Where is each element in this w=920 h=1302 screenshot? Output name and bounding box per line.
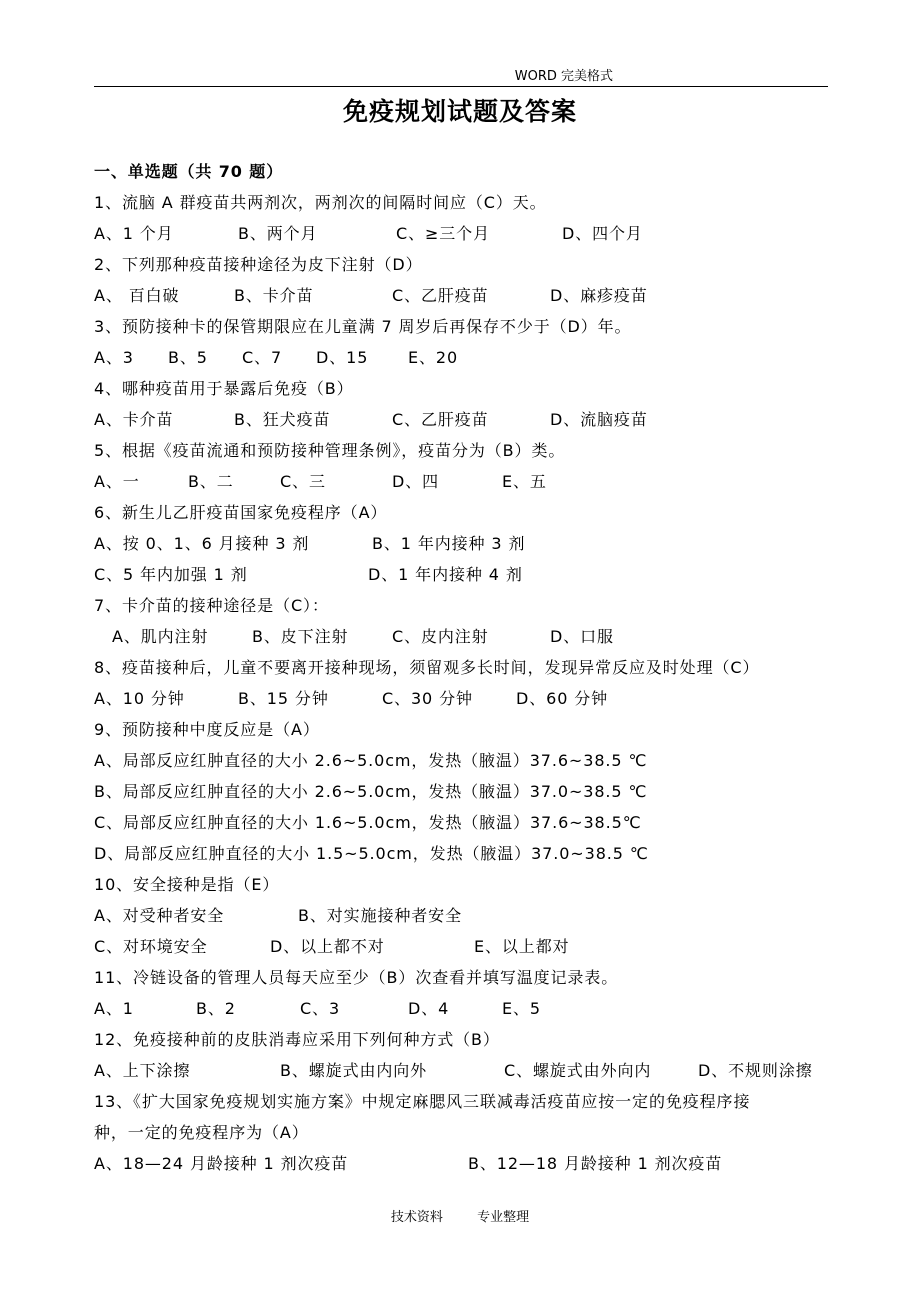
- option: D、1 年内接种 4 剂: [368, 565, 523, 584]
- option: D、不规则涂擦: [698, 1061, 813, 1080]
- option: D、口服: [550, 627, 614, 646]
- question-2: 2、下列那种疫苗接种途径为皮下注射（D）: [94, 255, 423, 274]
- option: C、3: [300, 999, 341, 1018]
- question-12: 12、免疫接种前的皮肤消毒应采用下列何种方式（B）: [94, 1030, 500, 1049]
- option: D、以上都不对: [270, 937, 385, 956]
- question-13-cont: 种，一定的免疫程序为（A）: [94, 1123, 309, 1142]
- option: A、一: [94, 472, 140, 491]
- question-9: 9、预防接种中度反应是（A）: [94, 720, 320, 739]
- document-title: 免疫规划试题及答案: [342, 97, 577, 126]
- option: B、15 分钟: [238, 689, 329, 708]
- option: C、乙肝疫苗: [392, 286, 489, 305]
- option: A、18—24 月龄接种 1 剂次疫苗: [94, 1154, 349, 1173]
- option: A、局部反应红肿直径的大小 2.6~5.0cm，发热（腋温）37.6~38.5 ℃: [94, 751, 648, 770]
- option: E、5: [502, 999, 541, 1018]
- option: B、卡介苗: [234, 286, 314, 305]
- option: C、30 分钟: [382, 689, 473, 708]
- option: A、 百白破: [94, 286, 180, 305]
- option: D、四: [392, 472, 440, 491]
- option: C、三: [280, 472, 326, 491]
- option: B、1 年内接种 3 剂: [372, 534, 526, 553]
- question-10: 10、安全接种是指（E）: [94, 875, 280, 894]
- option: B、12—18 月龄接种 1 剂次疫苗: [468, 1154, 723, 1173]
- section-heading: 一、单选题（共 70 题）: [94, 162, 284, 181]
- option: D、四个月: [562, 224, 643, 243]
- option: A、上下涂擦: [94, 1061, 191, 1080]
- option: C、5 年内加强 1 剂: [94, 565, 248, 584]
- option: A、10 分钟: [94, 689, 185, 708]
- option: A、肌内注射: [112, 627, 209, 646]
- options-row: [94, 280, 834, 311]
- question-5: 5、根据《疫苗流通和预防接种管理条例》，疫苗分为（B）类。: [94, 441, 566, 460]
- option: A、1 个月: [94, 224, 174, 243]
- options-row: [94, 528, 834, 559]
- option: C、对环境安全: [94, 937, 208, 956]
- question-11: 11、冷链设备的管理人员每天应至少（B）次查看并填写温度记录表。: [94, 968, 619, 987]
- option: C、乙肝疫苗: [392, 410, 489, 429]
- option: B、局部反应红肿直径的大小 2.6~5.0cm，发热（腋温）37.0~38.5 ℃: [94, 782, 648, 801]
- option: C、皮内注射: [392, 627, 489, 646]
- option: D、流脑疫苗: [550, 410, 648, 429]
- options-row: [94, 1055, 834, 1086]
- options-row: [94, 342, 834, 373]
- options-row: [94, 404, 834, 435]
- option: C、局部反应红肿直径的大小 1.6~5.0cm，发热（腋温）37.6~38.5℃: [94, 813, 642, 832]
- option: C、≥三个月: [396, 224, 490, 243]
- option: E、以上都对: [474, 937, 570, 956]
- options-row: [94, 931, 834, 962]
- page-footer: [0, 1206, 920, 1225]
- page-header: [94, 64, 828, 87]
- option: E、20: [408, 348, 459, 367]
- option: D、麻疹疫苗: [550, 286, 648, 305]
- question-4: 4、哪种疫苗用于暴露后免疫（B）: [94, 379, 354, 398]
- footer-right: 专业整理: [477, 1210, 530, 1225]
- options-row: [94, 621, 834, 652]
- option: D、4: [408, 999, 450, 1018]
- question-3: 3、预防接种卡的保管期限应在儿童满 7 周岁后再保存不少于（D）年。: [94, 317, 632, 336]
- question-8: 8、疫苗接种后，儿童不要离开接种现场，须留观多长时间，发现异常反应及时处理（C）: [94, 658, 760, 677]
- options-row: [94, 559, 834, 590]
- header-text: WORD 完美格式: [514, 69, 613, 84]
- option: E、五: [502, 472, 547, 491]
- option: D、60 分钟: [516, 689, 609, 708]
- option: A、对受种者安全: [94, 906, 225, 925]
- option: B、狂犬疫苗: [234, 410, 331, 429]
- question-7: 7、卡介苗的接种途径是（C）：: [94, 596, 329, 615]
- option: B、5: [168, 348, 208, 367]
- option: D、局部反应红肿直径的大小 1.5~5.0cm，发热（腋温）37.0~38.5 ℃: [94, 844, 649, 863]
- options-row: [94, 683, 834, 714]
- option: B、两个月: [238, 224, 318, 243]
- option: A、按 0、1、6 月接种 3 剂: [94, 534, 310, 553]
- option: C、螺旋式由外向内: [504, 1061, 652, 1080]
- footer-left: 技术资料: [390, 1210, 443, 1225]
- options-row: [94, 900, 834, 931]
- options-row: [94, 466, 834, 497]
- option: A、3: [94, 348, 134, 367]
- option: B、对实施接种者安全: [298, 906, 462, 925]
- option: B、二: [188, 472, 234, 491]
- question-13: 13、《扩大国家免疫规划实施方案》中规定麻腮风三联减毒活疫苗应按一定的免疫程序接: [94, 1092, 751, 1111]
- options-row: [94, 993, 834, 1024]
- question-1: 1、流脑 A 群疫苗共两剂次，两剂次的间隔时间应（C）天。: [94, 193, 547, 212]
- option: B、螺旋式由内向外: [280, 1061, 428, 1080]
- option: B、2: [196, 999, 236, 1018]
- question-list: [94, 156, 834, 1179]
- option: B、皮下注射: [252, 627, 349, 646]
- options-row: [94, 1148, 834, 1179]
- option: C、7: [242, 348, 283, 367]
- option: D、15: [316, 348, 369, 367]
- options-row: [94, 218, 834, 249]
- question-6: 6、新生儿乙肝疫苗国家免疫程序（A）: [94, 503, 388, 522]
- option: A、1: [94, 999, 134, 1018]
- option: A、卡介苗: [94, 410, 174, 429]
